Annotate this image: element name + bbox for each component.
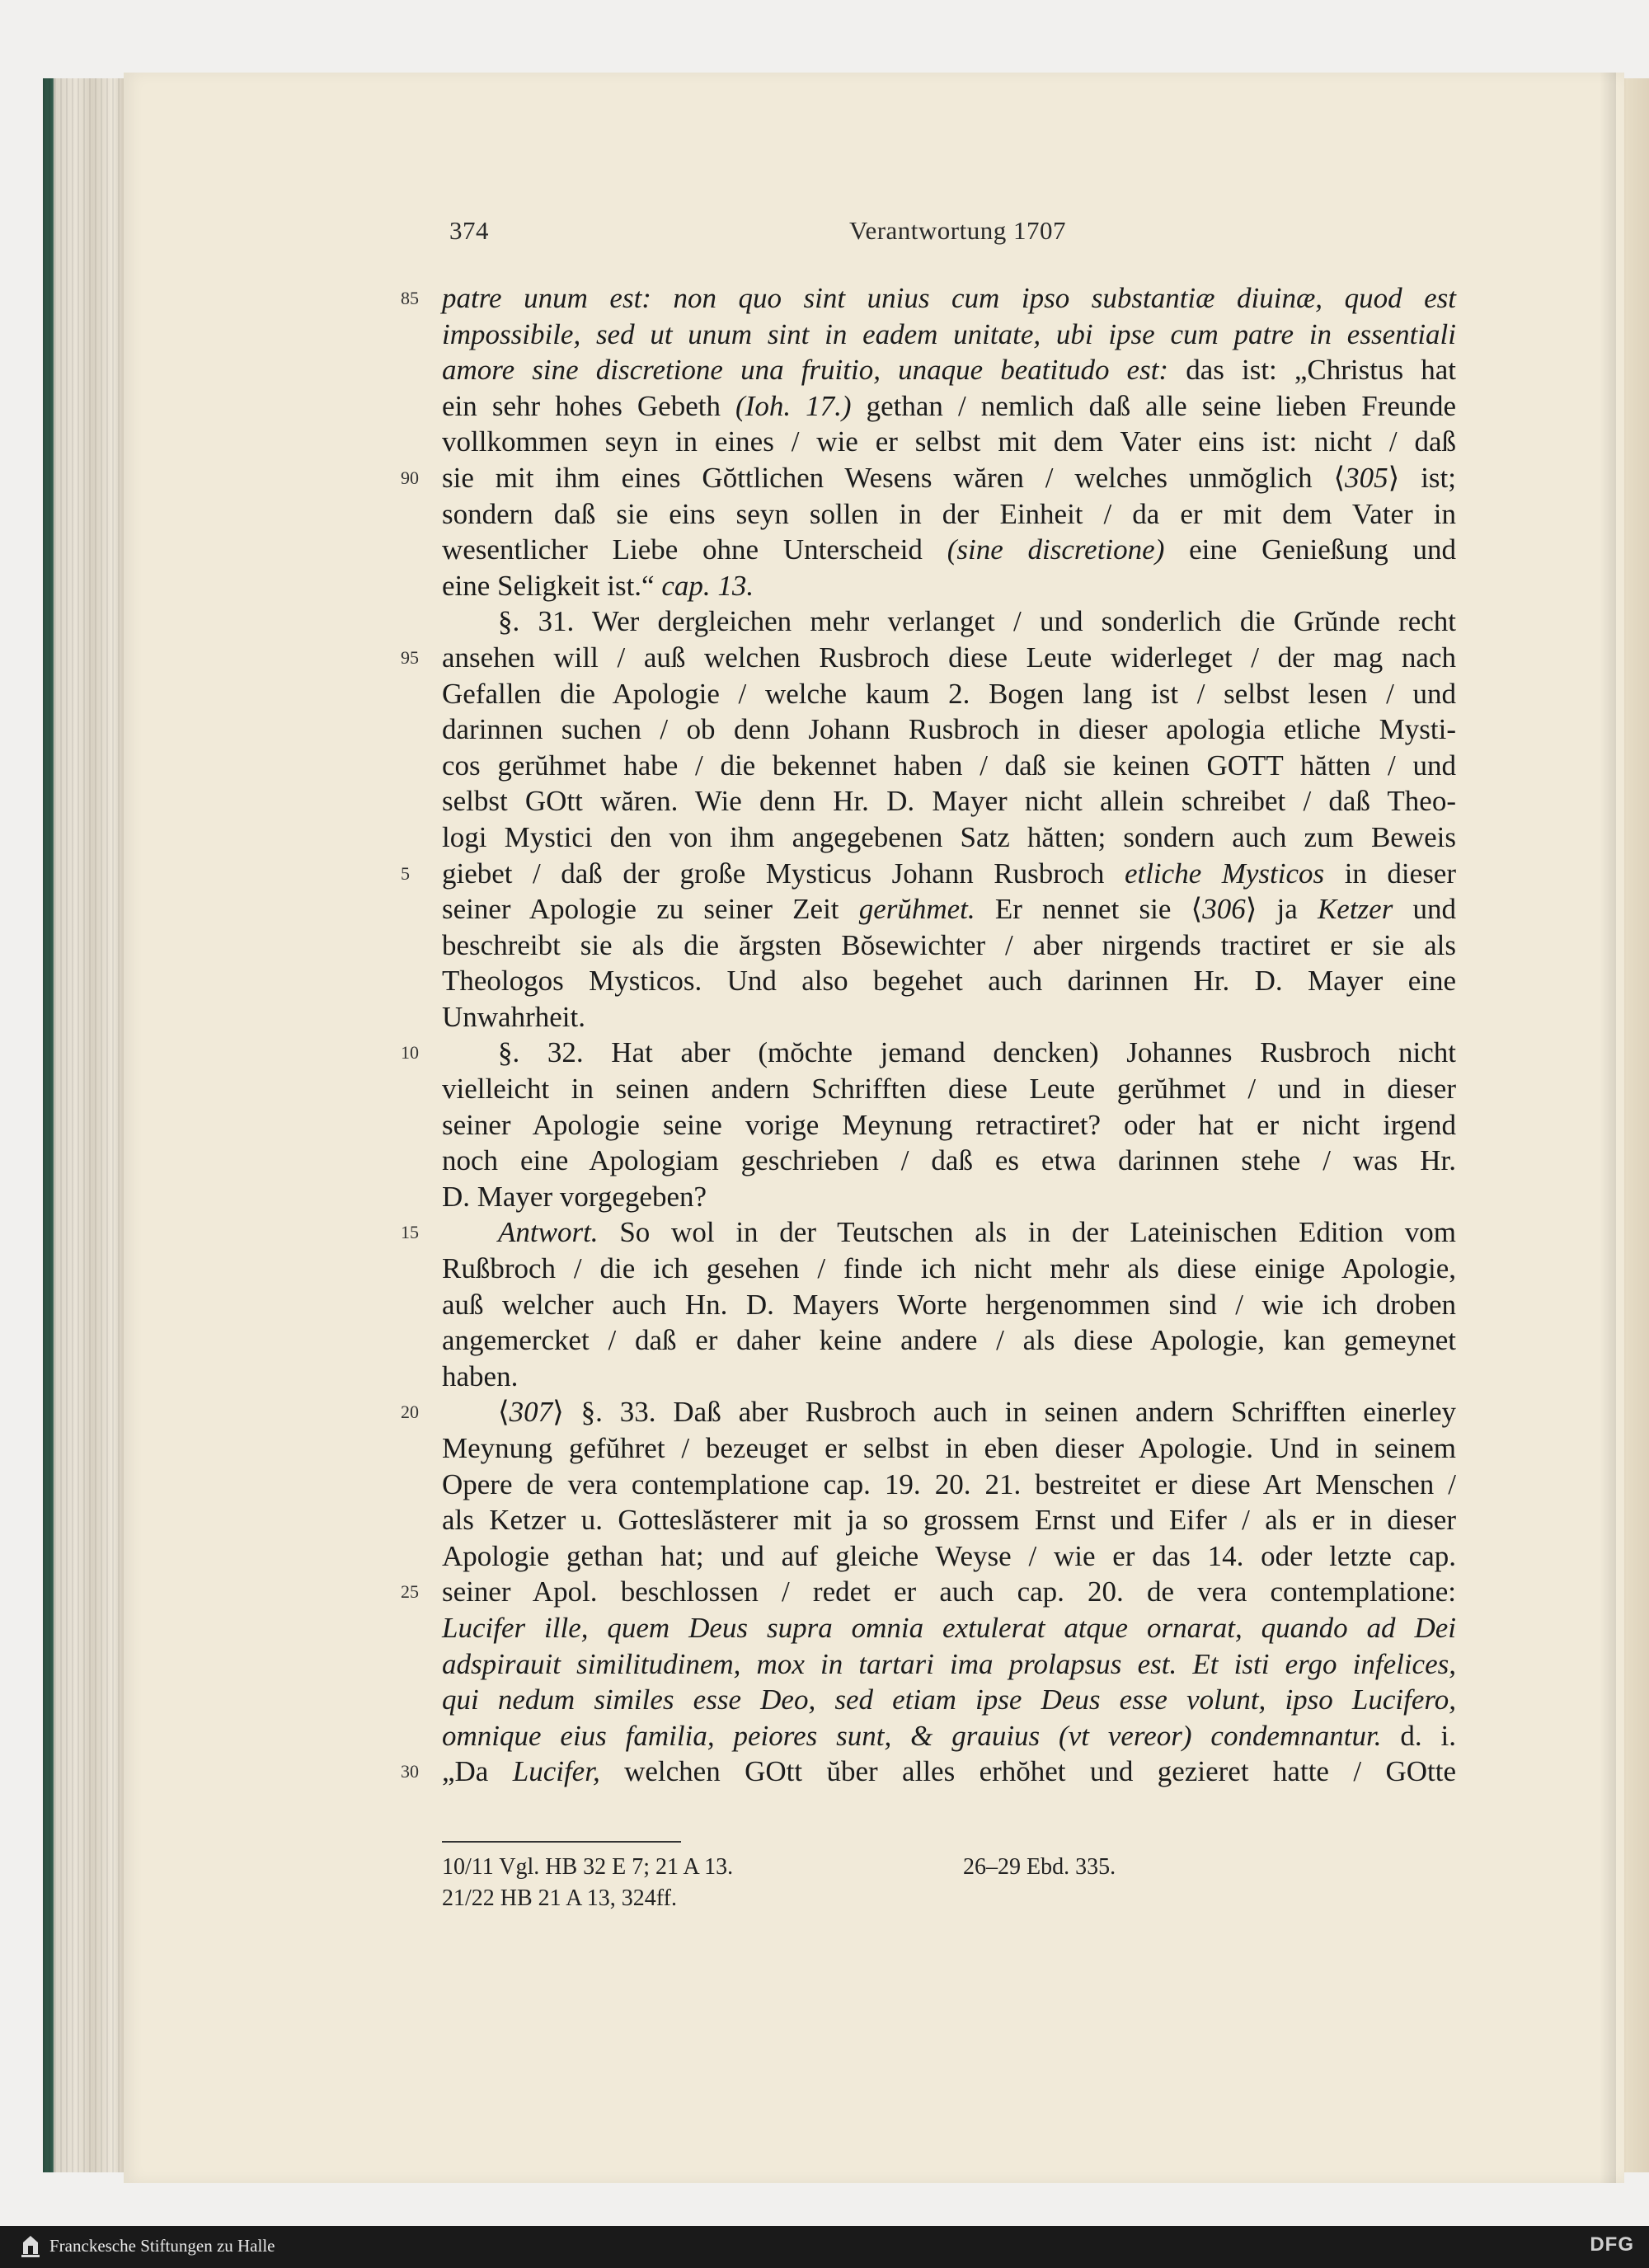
line-text — [442, 388, 1456, 425]
page-number: 374 — [449, 216, 489, 245]
line-number: 90 — [401, 467, 419, 488]
text-line — [401, 1574, 1456, 1610]
roman-text: ⟩ ist; — [1388, 461, 1456, 494]
line-text — [442, 1143, 1456, 1179]
text-line — [401, 1394, 1456, 1430]
line-text — [442, 1646, 1456, 1683]
roman-text: sondern daß sie eins seyn sollen in der Einheit / da er mit dem Vater in — [442, 497, 1456, 530]
text-line — [442, 1359, 1456, 1395]
italic-text: adspirauit similitudinem, mox in tartari ima prolapsus est. Et isti ergo infelices, — [442, 1647, 1456, 1680]
text-line — [442, 1538, 1456, 1575]
italic-text: 305 — [1345, 461, 1388, 494]
roman-text: darinnen suchen / ob denn Johann Rusbroch in dieser apologia etliche Mysti- — [442, 713, 1456, 746]
line-text — [442, 1754, 1456, 1790]
roman-text: Er nennet sie ⟨ — [975, 893, 1203, 926]
line-text — [442, 424, 1456, 460]
roman-text: das ist: „Christus hat — [1168, 354, 1456, 387]
roman-text: giebet / daß der große Mysticus Johann Rusbroch — [442, 857, 1125, 890]
italic-text: Antwort. — [498, 1216, 599, 1249]
roman-text: seiner Apologie zu seiner Zeit — [442, 893, 859, 926]
line-text — [442, 748, 1456, 784]
text-line — [442, 1430, 1456, 1467]
italic-text: Lucifer, — [512, 1755, 600, 1788]
viewer-footer — [0, 2226, 1649, 2268]
text-line — [401, 460, 1456, 496]
line-text — [442, 1610, 1456, 1646]
line-text — [442, 1179, 1456, 1215]
line-number: 25 — [401, 1581, 419, 1603]
footnote-rule — [442, 1841, 681, 1843]
roman-text: welchen GOtt ŭber alles erhŏhet und gezieret hatte / GOtte — [599, 1755, 1456, 1788]
text-line — [442, 819, 1456, 856]
line-text — [442, 1538, 1456, 1575]
italic-text: (Ioh. 17.) — [735, 389, 852, 422]
roman-text: eine Genießung und — [1164, 533, 1456, 566]
roman-text: „Da — [442, 1755, 513, 1788]
line-text — [442, 1502, 1456, 1538]
text-line — [442, 1107, 1456, 1143]
line-number: 95 — [401, 646, 419, 668]
roman-text: Rußbroch / die ich gesehen / finde ich nicht mehr als diese einige Apologie, — [442, 1252, 1456, 1285]
footnote: 26–29 Ebd. 335. — [963, 1854, 1116, 1880]
text-line — [442, 1322, 1456, 1359]
roman-text: ⟩ §. 33. Daß aber Rusbroch auch in seinen andern Schrifften einerley — [552, 1396, 1456, 1429]
roman-text: auß welcher auch Hn. D. Mayers Worte hergenommen sind / wie ich droben — [442, 1288, 1456, 1321]
text-line — [442, 711, 1456, 748]
line-number: 10 — [401, 1042, 419, 1064]
roman-text: logi Mystici den von ihm angegebenen Satz hătten; sondern auch zum Beweis — [442, 820, 1456, 853]
roman-text: in dieser — [1324, 857, 1456, 890]
footnote: 21/22 HB 21 A 13, 324ff. — [442, 1885, 677, 1911]
roman-text: als Ketzer u. Gotteslăsterer mit ja so grossem Ernst und Eifer / als er in dieser — [442, 1504, 1456, 1537]
institution-logo-icon — [16, 2233, 45, 2261]
line-text — [442, 603, 1456, 640]
line-text — [442, 1214, 1456, 1251]
text-line — [442, 388, 1456, 425]
line-text — [442, 927, 1456, 964]
roman-text: sie mit ihm eines Gŏttlichen Wesens wăren / welches unmŏglich ⟨ — [442, 461, 1346, 494]
text-line — [442, 1502, 1456, 1538]
line-number: 85 — [401, 288, 419, 308]
roman-text: So wol in der Teutschen als in der Lateinischen Edition vom — [598, 1216, 1456, 1249]
line-text — [442, 532, 1456, 568]
roman-text: selbst GOtt wăren. Wie denn Hr. D. Mayer nicht allein schreibet / daß Theo- — [442, 785, 1456, 818]
line-text — [442, 1251, 1456, 1287]
line-text — [442, 676, 1456, 712]
institution-name: Franckesche Stiftungen zu Halle — [49, 2236, 275, 2256]
line-text — [442, 963, 1456, 999]
text-line — [442, 1467, 1456, 1503]
text-line — [442, 1179, 1456, 1215]
text-line — [442, 1143, 1456, 1179]
line-text — [442, 1359, 1456, 1395]
line-text — [442, 1682, 1456, 1718]
roman-text: D. Mayer vorgegeben? — [442, 1180, 707, 1213]
roman-text: Theologos Mysticos. Und also begehet auch darinnen Hr. D. Mayer eine — [442, 965, 1456, 998]
text-line — [442, 748, 1456, 784]
line-text — [442, 1071, 1456, 1107]
line-text — [442, 783, 1456, 819]
text-line — [442, 783, 1456, 819]
text-line — [442, 496, 1456, 533]
line-text — [442, 352, 1456, 388]
italic-text: patre unum est: non quo sint unius cum ipso substantiæ diuinæ, quod est — [442, 282, 1456, 314]
text-line — [442, 1610, 1456, 1646]
text-line — [442, 927, 1456, 964]
roman-text: Apologie gethan hat; und auf gleiche Weyse / wie er das 14. oder letzte cap. — [442, 1539, 1456, 1572]
roman-text: cos gerŭhmet habe / die bekennet haben / daß sie keinen GOTT hătten / und — [442, 749, 1456, 782]
line-text — [442, 1287, 1456, 1323]
line-text — [442, 856, 1456, 892]
italic-text: gerŭhmet. — [858, 893, 975, 926]
line-text — [442, 317, 1456, 353]
line-text — [442, 999, 1456, 1035]
italic-text: 307 — [509, 1396, 553, 1429]
text-line — [442, 963, 1456, 999]
roman-text: seiner Apologie seine vorige Meynung retractiret? oder hat er nicht irgend — [442, 1108, 1456, 1141]
running-title: Verantwortung 1707 — [849, 216, 1066, 245]
roman-text: wesentlicher Liebe ohne Unterscheid — [442, 533, 947, 566]
text-line — [442, 1646, 1456, 1683]
footnotes-right — [963, 1852, 1116, 1883]
text-line — [401, 640, 1456, 676]
text-line — [401, 1754, 1456, 1790]
gutter-shadow — [1600, 73, 1616, 2183]
italic-text: Lucifer ille, quem Deus supra omnia extulerat atque ornarat, quando ad Dei — [442, 1611, 1456, 1644]
roman-text: beschreibt sie als die ărgsten Bŏsewichter / aber nirgends tractiret er sie als — [442, 928, 1456, 961]
footnotes-left — [442, 1852, 733, 1914]
line-text — [442, 1035, 1456, 1071]
line-text — [442, 1467, 1456, 1503]
roman-text: d. i. — [1381, 1719, 1456, 1752]
line-text — [442, 496, 1456, 533]
roman-text: ansehen will / auß welchen Rusbroch diese Leute widerleget / der mag nach — [442, 641, 1456, 674]
text-line — [442, 317, 1456, 353]
line-text — [442, 1574, 1456, 1610]
text-line — [442, 999, 1456, 1035]
line-text — [442, 891, 1456, 927]
roman-text: vielleicht in seinen andern Schrifften diese Leute gerŭhmet / und in dieser — [442, 1073, 1456, 1106]
text-line — [442, 1287, 1456, 1323]
roman-text: ⟨ — [498, 1396, 510, 1429]
roman-text: §. 32. Hat aber (mŏchte jemand dencken) Johannes Rusbroch nicht — [498, 1036, 1456, 1069]
italic-text: impossibile, sed ut unum sint in eadem unitate, ubi ipse cum patre in essentiali — [442, 317, 1456, 350]
text-line — [401, 856, 1456, 892]
roman-text: eine Seligkeit ist.“ — [442, 569, 662, 602]
line-text — [442, 640, 1456, 676]
text-line — [442, 532, 1456, 568]
roman-text: noch eine Apologiam geschrieben / daß es etwa darinnen stehe / was Hr. — [442, 1144, 1456, 1177]
roman-text: Meynung gefŭhret / bezeuget er selbst in eben dieser Apologie. Und in seinem — [442, 1432, 1456, 1464]
text-line — [442, 568, 1456, 604]
italic-text: 306 — [1202, 893, 1246, 926]
italic-text: amore sine discretione una fruitio, unaque beatitudo est: — [442, 354, 1169, 387]
line-number: 5 — [401, 862, 410, 884]
line-text — [442, 1394, 1456, 1430]
line-number: 15 — [401, 1222, 419, 1243]
roman-text: Opere de vera contemplatione cap. 19. 20. 21. bestreitet er diese Art Menschen / — [442, 1467, 1456, 1500]
text-line — [442, 424, 1456, 460]
italic-text: cap. 13. — [661, 569, 754, 602]
italic-text: (sine discretione) — [947, 533, 1165, 566]
text-line — [442, 1071, 1456, 1107]
footnote: 10/11 Vgl. HB 32 E 7; 21 A 13. — [442, 1854, 734, 1880]
text-line — [442, 352, 1456, 388]
italic-text: etliche Mysticos — [1124, 857, 1325, 890]
roman-text: §. 31. Wer dergleichen mehr verlanget / und sonderlich die Grŭnde recht — [498, 605, 1456, 638]
roman-text: Unwahrheit. — [442, 1000, 585, 1033]
line-text — [442, 1107, 1456, 1143]
text-line — [442, 891, 1456, 927]
roman-text: haben. — [442, 1359, 519, 1392]
roman-text: ⟩ ja — [1245, 893, 1318, 926]
italic-text: qui nedum similes esse Deo, sed etiam ipse Deus esse volunt, ipso Lucifero, — [442, 1683, 1456, 1716]
text-line — [401, 280, 1456, 317]
text-line — [442, 676, 1456, 712]
line-text — [442, 460, 1456, 496]
italic-text: omnique eius familia, peiores sunt, & grauius (vt vereor) condemnantur. — [442, 1719, 1382, 1752]
roman-text: angemercket / daß er daher keine andere / als diese Apologie, kan gemeynet — [442, 1324, 1456, 1357]
text-line — [442, 1718, 1456, 1754]
text-line — [401, 1214, 1456, 1251]
roman-text: gethan / nemlich daß alle seine lieben Freunde — [851, 389, 1457, 422]
text-line — [442, 1251, 1456, 1287]
line-number: 20 — [401, 1402, 419, 1423]
text-line — [442, 603, 1456, 640]
line-text — [442, 1322, 1456, 1359]
italic-text: Ketzer — [1317, 893, 1393, 926]
text-line — [442, 1682, 1456, 1718]
line-text — [442, 280, 1456, 317]
book-page-edges — [43, 78, 125, 2172]
text-line — [401, 1035, 1456, 1071]
roman-text: und — [1393, 893, 1456, 926]
line-text — [442, 1718, 1456, 1754]
roman-text: vollkommen seyn in eines / wie er selbst mit dem Vater eins ist: nicht / daß — [442, 425, 1456, 458]
dfg-logo: DFG — [1590, 2233, 1634, 2256]
line-text — [442, 568, 1456, 604]
roman-text: ein sehr hohes Gebeth — [442, 389, 736, 422]
roman-text: seiner Apol. beschlossen / redet er auch cap. 20. de vera contemplatione: — [442, 1575, 1456, 1608]
line-text — [442, 819, 1456, 856]
line-text — [442, 711, 1456, 748]
roman-text: Gefallen die Apologie / welche kaum 2. Bogen lang ist / selbst lesen / und — [442, 677, 1456, 710]
line-number: 30 — [401, 1761, 419, 1782]
main-text — [401, 280, 1457, 1790]
line-text — [442, 1430, 1456, 1467]
